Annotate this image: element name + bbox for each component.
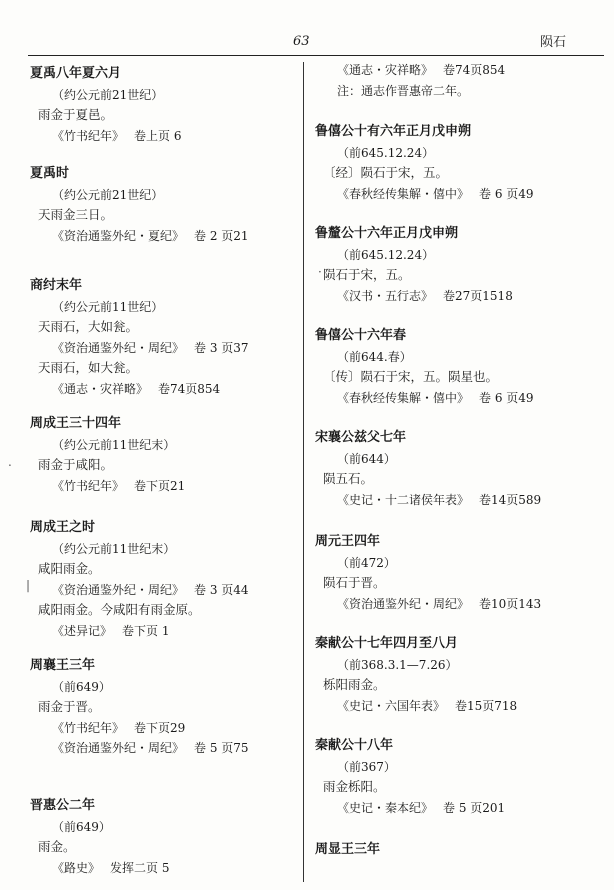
entry-date: （约公元前11世纪末）	[52, 437, 176, 452]
entry-event: 咸阳雨金。	[38, 561, 101, 576]
source-title: 《竹书纪年》	[52, 128, 125, 143]
source-title: 《史记・秦本纪》	[337, 800, 434, 815]
source-reference: 卷下页29	[134, 720, 186, 735]
entry-title: 鲁僖公十有六年正月戊申朔	[315, 124, 472, 139]
entry-source	[315, 184, 534, 205]
chronicle-entry	[30, 276, 249, 399]
source-reference: 卷下页21	[134, 478, 186, 493]
chronicle-entry	[315, 224, 513, 306]
entry-source	[30, 126, 181, 147]
entry-date: （前649）	[52, 679, 111, 694]
source-title: 《述异记》	[52, 623, 113, 638]
entry-source	[315, 696, 517, 717]
entry-date: （前644）	[337, 451, 396, 466]
entry-event: 天雨石，如大瓮。	[38, 360, 139, 375]
entry-title: 周成王之时	[30, 520, 96, 535]
chronicle-entry	[30, 518, 249, 641]
entry-source	[315, 81, 505, 102]
source-reference: 卷27页1518	[443, 288, 513, 303]
margin-mark: |	[26, 578, 31, 592]
source-reference: 卷 3 页37	[194, 340, 249, 355]
entry-event: 栎阳雨金。	[323, 677, 386, 692]
entry-event: 陨五石。	[323, 471, 374, 486]
source-title: 《资治通鉴外纪・周纪》	[52, 741, 185, 755]
entry-source	[315, 594, 541, 615]
source-title: 《史记・十二诸侯年表》	[337, 492, 470, 507]
entry-title: 夏禹时	[30, 166, 70, 181]
entry-date: （约公元前11世纪）	[52, 299, 164, 314]
source-title: 注：通志作晋惠帝二年。	[337, 83, 470, 98]
source-reference: 卷下页 1	[122, 623, 170, 638]
entry-title: 商纣末年	[30, 278, 83, 293]
entry-date: （前644.春）	[337, 349, 412, 364]
entry-title: 晋惠公二年	[30, 798, 96, 813]
source-title: 《资治通鉴外纪・夏纪》	[52, 228, 185, 243]
chronicle-entry	[30, 164, 249, 246]
margin-mark: ·	[318, 265, 322, 279]
entry-event: 〔经〕陨石于宋，五。	[323, 165, 449, 180]
source-reference: 卷74页854	[443, 63, 506, 77]
entry-title: 秦献公十八年	[315, 738, 394, 753]
source-title: 《路史》	[52, 860, 101, 875]
source-title: 《春秋经传集解・僖中》	[337, 186, 470, 201]
entry-title: 周显王三年	[315, 842, 381, 857]
entry-title: 周成王三十四年	[30, 416, 122, 431]
source-reference: 卷 5 页201	[443, 800, 506, 815]
entry-title: 鲁僖公十六年春	[315, 328, 407, 343]
chronicle-entry	[315, 634, 517, 716]
entry-source	[30, 718, 249, 739]
entry-title: 鲁釐公十六年正月戊申朔	[315, 226, 459, 241]
entry-source	[30, 226, 249, 247]
source-title: 《通志・灾祥略》	[337, 63, 434, 77]
chronicle-entry	[315, 326, 534, 408]
entry-event: 〔传〕陨石于宋，五。陨星也。	[323, 369, 499, 384]
entry-event: 雨金栎阳。	[323, 779, 386, 794]
entry-source	[30, 379, 249, 400]
entry-source	[30, 476, 185, 497]
entry-source	[30, 858, 169, 879]
entry-source	[30, 338, 249, 359]
source-reference: 卷 6 页49	[479, 390, 534, 405]
entry-title: 周元王四年	[315, 534, 381, 549]
entry-source	[30, 621, 249, 642]
entry-source	[30, 738, 249, 759]
entry-event: 雨金。	[38, 839, 76, 854]
entry-event: 咸阳雨金。今咸阳有雨金原。	[38, 602, 201, 617]
source-title: 《资治通鉴外纪・周纪》	[52, 582, 185, 597]
chronicle-entry	[315, 736, 505, 818]
source-reference: 卷 3 页44	[194, 582, 249, 597]
source-reference: 发挥二页 5	[110, 860, 170, 875]
source-reference: 卷 6 页49	[479, 186, 534, 201]
source-reference: 卷 2 页21	[194, 228, 249, 243]
entry-date: （前472）	[337, 555, 396, 570]
margin-mark: .	[8, 455, 12, 469]
entry-event: 雨金于咸阳。	[38, 457, 114, 472]
entry-source	[315, 286, 513, 307]
source-reference: 卷14页589	[479, 492, 542, 507]
entry-date: （前649）	[52, 819, 111, 834]
entry-event: 陨石于晋。	[323, 575, 386, 590]
entry-title: 秦献公十七年四月至八月	[315, 636, 459, 651]
entry-source	[315, 798, 505, 819]
entry-source	[315, 490, 541, 511]
entry-date: （约公元前11世纪末）	[52, 541, 176, 556]
source-reference: 卷10页143	[479, 596, 542, 611]
entry-title: 周襄王三年	[30, 658, 96, 673]
source-title: 《汉书・五行志》	[337, 288, 434, 303]
entry-date: （前368.3.1—7.26）	[337, 657, 458, 672]
entry-event: 天雨金三日。	[38, 207, 114, 222]
chronicle-entry	[315, 428, 541, 510]
entry-source	[315, 388, 534, 409]
chronicle-entry	[30, 414, 185, 496]
entry-date: （前367）	[337, 759, 396, 774]
source-title: 《资治通鉴外纪・周纪》	[52, 340, 185, 355]
source-reference: 卷74页854	[158, 381, 221, 396]
entry-date: （约公元前21世纪）	[52, 87, 164, 102]
entry-title: 夏禹八年夏六月	[30, 66, 122, 81]
entry-event: 陨石于宋，五。	[323, 267, 411, 282]
source-title: 《史记・六国年表》	[337, 698, 446, 713]
chronicle-entry	[315, 532, 541, 614]
section-title: 陨石	[540, 35, 567, 50]
source-title: 《竹书纪年》	[52, 720, 125, 735]
page-header	[0, 0, 614, 60]
page-number: 63	[293, 34, 310, 49]
entry-source	[30, 580, 249, 601]
chronicle-entry	[30, 656, 249, 759]
entry-title: 宋襄公兹父七年	[315, 430, 407, 445]
entry-event: 天雨石，大如瓮。	[38, 319, 139, 334]
source-reference: 卷15页718	[455, 698, 518, 713]
entry-event: 雨金于晋。	[38, 699, 101, 714]
chronicle-entry	[315, 840, 380, 861]
chronicle-entry	[30, 796, 169, 878]
source-title: 《春秋经传集解・僖中》	[337, 390, 470, 405]
entry-source	[315, 60, 505, 81]
entry-date: （约公元前21世纪）	[52, 187, 164, 202]
source-reference: 卷上页 6	[134, 128, 182, 143]
chronicle-entry	[315, 122, 534, 204]
column-divider	[303, 62, 304, 882]
entry-date: （前645.12.24）	[337, 247, 435, 262]
entry-event: 雨金于夏邑。	[38, 107, 114, 122]
source-reference: 卷 5 页75	[194, 741, 249, 755]
chronicle-entry	[315, 60, 505, 101]
chronicle-entry	[30, 64, 181, 146]
source-title: 《通志・灾祥略》	[52, 381, 149, 396]
entry-date: （前645.12.24）	[337, 145, 435, 160]
source-title: 《竹书纪年》	[52, 478, 125, 493]
header-rule	[28, 55, 604, 56]
source-title: 《资治通鉴外纪・周纪》	[337, 596, 470, 611]
